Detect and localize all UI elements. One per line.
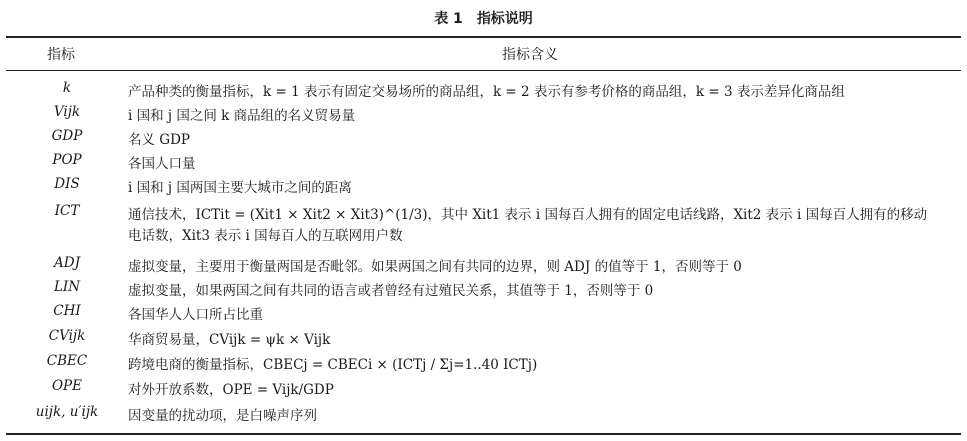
indicator-symbol: CHI [53,303,81,319]
indicator-meaning: 因变量的扰动项，是白噪声序列 [128,408,317,424]
indicator-symbol: DIS [54,176,80,192]
indicator-symbol: Vijk [53,104,81,120]
indicator-meaning: i 国和 j 国之间 k 商品组的名义贸易量 [128,108,356,124]
indicator-meaning-continued: 电话数，Xit3 表示 i 国每百人的互联网用户数 [128,228,403,244]
indicator-symbol: uijk, u′ijk [35,404,99,420]
indicator-symbol: CVijk [48,328,86,344]
indicator-meaning: 跨境电商的衡量指标，CBECj = CBECi × (ICTj / Σj=1..40 ICTj) [128,357,538,373]
indicator-meaning: 虚拟变量，主要用于衡量两国是否毗邻。如果两国之间有共同的边界，则 ADJ 的值等于 1，否则等于 0 [128,259,742,275]
indicator-symbol: OPE [51,378,82,394]
indicator-symbol: POP [52,152,82,168]
indicator-symbol: CBEC [46,353,88,369]
table-number: 表 1 [434,11,463,27]
indicator-meaning: 各国人口量 [128,156,196,172]
indicator-meaning: 名义 GDP [128,132,190,148]
bottom-rule [6,433,961,435]
indicator-symbol: ADJ [54,255,80,271]
indicator-meaning: 通信技术，ICTit = (Xit1 × Xit2 × Xit3)^(1/3)，其中 Xit1 表示 i 国每百人拥有的固定电话线路，Xit2 表示 i 国每百人拥有的移动 [128,207,928,223]
header-indicator: 指标 [47,47,75,63]
indicator-meaning: 对外开放系数，OPE = Vijk/GDP [128,382,334,398]
indicator-meaning: 华商贸易量，CVijk = ψk × Vijk [128,332,331,348]
header-meaning: 指标含义 [502,47,558,63]
indicator-symbol: ICT [54,203,80,219]
table-caption [0,8,967,28]
header-rule [6,70,961,71]
indicator-meaning: 各国华人人口所占比重 [128,307,263,323]
top-rule [6,36,961,38]
indicator-meaning: 虚拟变量，如果两国之间有共同的语言或者曾经有过殖民关系，其值等于 1，否则等于 0 [128,283,654,299]
indicator-symbol: GDP [51,128,83,144]
indicator-meaning: 产品种类的衡量指标，k = 1 表示有固定交易场所的商品组，k = 2 表示有参考价格的商品组，k = 3 表示差异化商品组 [128,84,845,100]
indicator-symbol: LIN [53,279,81,295]
indicator-meaning: i 国和 j 国两国主要大城市之间的距离 [128,180,352,196]
table-title: 指标说明 [476,11,533,27]
indicator-symbol: k [62,80,72,96]
